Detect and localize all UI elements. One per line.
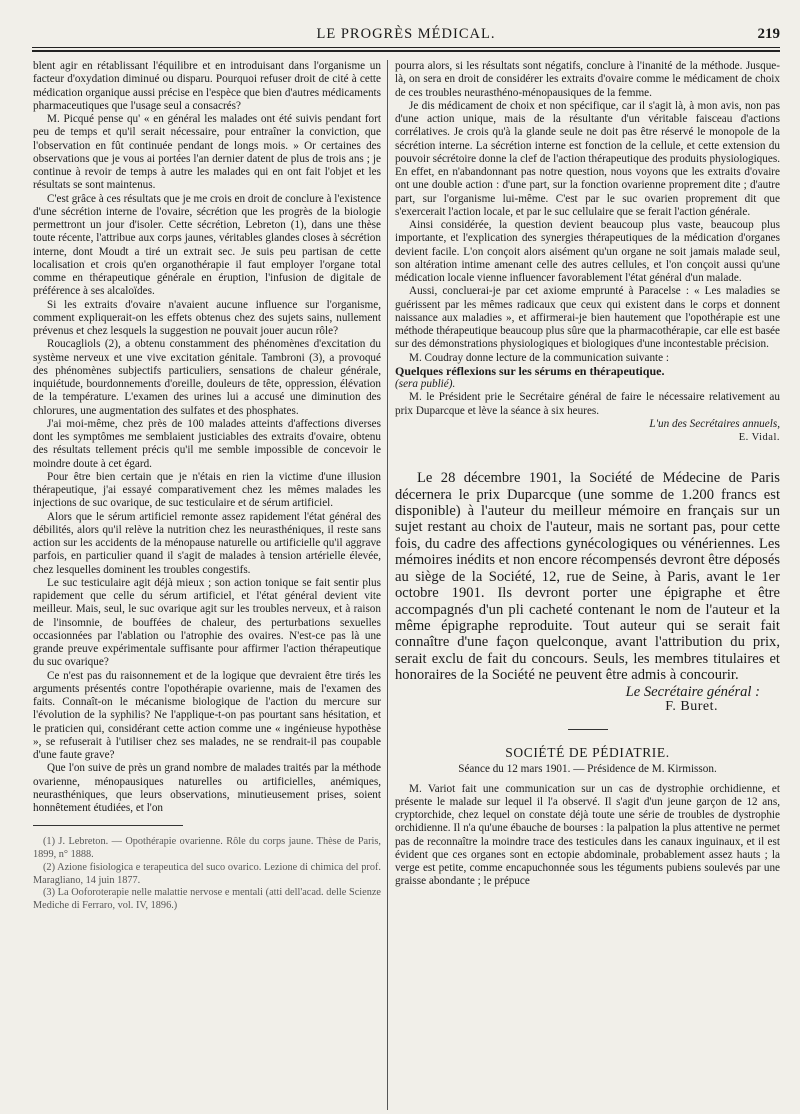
running-title: LE PROGRÈS MÉDICAL.: [316, 26, 496, 42]
paragraph: Roucagliols (2), a obtenu constamment des phénomènes d'excitation du système nerveux et une vive excitation génitale. Tambroni (3), a provoqué des phénomènes subjectifs particuliers, sensations de chaleur générale, inquiétude, bourdonnements d'oreille, douleurs de tête, oppression, élévation de la température. L'examen des urines lui a accusé une diminution des chlorures, une augmentation des sulfates et des phosphates.: [33, 338, 381, 417]
paragraph: Ce n'est pas du raisonnement et de la logique que devraient être tirés les arguments présentés contre l'opothérapie ovarienne, mais de l'examen des faits. Connaît-on le mécanisme biologique de l'action du mercure sur l'évolution de la syphilis? Ne l'applique-t-on pas pourtant sans hésitation, et le praticien qui, considérant cette action comme une « ingénieuse hypothèse », se refuserait à l'utiliser chez ses malades, ne se rendrait-il pas coupable d'une faute grave?: [33, 669, 381, 761]
paragraph: M. Coudray donne lecture de la communication suivante :: [409, 351, 670, 364]
paragraph: Si les extraits d'ovaire n'avaient aucune influence sur l'organisme, comment expliquerait-on les effets obtenus chez des sujets sains, nullement prévenus et chez lesquels la suggestion ne pouvait jouer aucun rôle?: [33, 298, 381, 337]
paragraph: Aussi, concluerai-je par cet axiome emprunté à Paracelse : « Les maladies se guérissent par les mêmes radicaux que ceux qui existent dans le corps et donnent naissance aux maladies », et affirmerai-je bien hautement que l'opothérapie est une méthode thérapeutique beaucoup plus sûre que la pharmacothérapie, car elle est basée sur des démonstrations physiologiques et biologiques d'une incontestable précision.: [395, 285, 780, 351]
paragraph: Ainsi considérée, la question devient beaucoup plus vaste, beaucoup plus importante, et l'explication des synergies thérapeutiques de la médication d'organes devient facile. L'on conçoit alors aisément qu'un organe ne soit jamais malade seul, son altération intime amenant celle des autres cellules, et l'on conçoit aussi qu'une médication locale vienne influencer favorablement l'état général d'un malade.: [395, 219, 780, 284]
footnotes: [33, 836, 381, 913]
paragraph: Pour être bien certain que je n'étais en rien la victime d'une illusion thérapeutique, j'ai essayé comparativement chez les mêmes malades les injections de suc ovarique, de suc testiculaire et de sérum artificiel.: [33, 470, 381, 510]
footnote: (2) Azione fisiologica e terapeutica del suco ovarico. Lezione di chimica del prof. Maragliano, 14 juin 1877.: [33, 861, 381, 886]
page-header: [32, 26, 780, 46]
notice-text: Le 28 décembre 1901, la Société de Médecine de Paris décernera le prix Duparcque (une somme de 1.200 francs est disponible) à l'auteur du meilleur mémoire en français sur un sujet restant au choix de l'auteur, mais ne sortant pas, pour cette fois, du cadre des affections gynécologiques ou vénériennes. Les mémoires inédits et non encore récompensés devront être déposés au siège de la Société, 12, rue de Seine, à Paris, avant le 1er octobre 1901. Ils devront porter une épigraphe et être accompagnés d'un pli cacheté contenant le nom de l'auteur et la même épigraphe reproduite. Tout auteur qui se serait fait connaître d'une façon quelconque, avant l'attribution du prix, serait exclu de fait du concours. Seuls, les membres titulaires et honoraires de la Société ne peuvent être admis à concourir.: [395, 470, 780, 684]
lecture-title: Quelques réflexions sur les sérums en thérapeutique.: [395, 363, 665, 378]
section-separator: [568, 729, 608, 730]
signature-role: L'un des Secrétaires annuels,: [649, 417, 780, 430]
footnote: (1) J. Lebreton. — Opothérapie ovarienne. Rôle du corps jaune. Thèse de Paris, 1899, n° 1888.: [33, 836, 381, 861]
paragraph: Je dis médicament de choix et non spécifique, car il s'agit là, à mon avis, non pas d'une action unique, mais de la résultante d'un véritable faisceau d'actions corrélatives. Je crois qu'à la glande seule ne doit pas être réservé le monopole de la sécrétion interne. La sécrétion interne est fonction de la cellule, et cette extension du pouvoir sécrétoire donne la clef de l'action thérapeutique des produits physiologiques. En effet, en n'abandonnant pas notre question, nous voyons que les extraits d'ovaire ont une double action : d'une part, sur la fonction ovarienne proprement dite ; d'autre part, sur l'organisme lui-même. C'est par le suc ovarien proprement dit que s'exercerait l'action locale, et par le suc cellulaire que se ferait l'action générale.: [395, 99, 780, 218]
paragraph: pourra alors, si les résultats sont négatifs, conclure à l'inanité de la méthode. Jusque-là, on sera en droit de considérer les extraits d'ovaire comme le médicament de choix de ces troubles neurasthéno-ménopausiques de la femme.: [395, 60, 780, 99]
header-rule: [32, 47, 780, 48]
society-paragraph: M. Variot fait une communication sur un cas de dystrophie orchidienne, et présente le malade sur lequel il l'a observé. Il s'agit d'un jeune garçon de 12 ans, cryptorchide, chez lequel on constate déjà toute une série de troubles de dystrophie orchidienne. Il n'a qu'une ébauche de bourses : la palpation la plus attentive ne permet pas de reconnaître la moindre trace des testicules dans les canaux inguinaux, et il est évident que ces organes sont en ectopie abdominale, probablement assez hauts ; la verge est petite, comme encapuchonnée sous les téguments pubiens soulevés par une graisse abondante ; le prépuce: [395, 782, 780, 888]
society-heading: SOCIÉTÉ DE PÉDIATRIE.: [505, 745, 670, 761]
paragraph: Que l'on suive de près un grand nombre de malades traités par la méthode ovarienne, ménopausiques naturelles ou artificielles, anémiques, neurasthéniques, que leurs observations, minutieusement prises, soient honnêtement étudiées, et l'on: [33, 762, 381, 814]
footnote: (3) La Ooforoterapie nelle malattie nervose e mentali (atti dell'acad. delle Scienze Mediche di Ferraro, vol. IV, 1896.): [33, 887, 381, 912]
right-column: [395, 60, 780, 889]
header-rule-thick: [32, 50, 780, 52]
notice-signature-name: F. Buret.: [665, 698, 718, 714]
left-column: [33, 60, 381, 913]
notice-signature-role: Le Secrétaire général :: [625, 683, 760, 700]
society-subhead: Séance du 12 mars 1901. — Présidence de M. Kirmisson.: [458, 763, 717, 776]
page-number: 219: [757, 26, 780, 42]
signature-name: E. Vidal.: [738, 432, 780, 443]
prize-notice: [395, 470, 780, 713]
column-divider: [387, 60, 388, 1110]
president-note: M. le Président prie le Secrétaire général de faire le nécessaire relativement au prix Duparcque et lève la séance à six heures.: [395, 391, 780, 417]
footnote-rule: [33, 825, 183, 826]
paragraph: J'ai moi-même, chez près de 100 malades atteints d'affections diverses dont les symptômes me semblaient justiciables des extraits d'ovaire, obtenu des résultats tellement précis qu'il me semble impossible de concevoir le moindre doute à cet égard.: [33, 417, 381, 470]
paragraph: Alors que le sérum artificiel remonte assez rapidement l'état général des débilités, alors qu'il relève la nutrition chez les neurasthéniques, il reste sans action sur les accidents de la ménopause naturelle ou artificielle qu'il aggrave parfois, en particulier quand il s'agit de malades à tension artérielle élevée, chez lesquelles dominent les troubles congestifs.: [33, 510, 381, 576]
paragraph: C'est grâce à ces résultats que je me crois en droit de conclure à l'existence d'une sécrétion interne de l'ovaire, sécrétion que les progrès de la biologie permettront un jour d'isoler. Cette sécrétion, Lebreton (1), dans une thèse toute récente, l'attribue aux corps jaunes, véritables glandes closes à sécrétion interne, dont Moudt a tiré un extrait sec. Je suis peu partisan de cette localisation et crois qu'en organothérapie il faut employer l'organe total comme en thérapeutique générale en éruption, l'infusion de digitale de préférence à ses alcaloïdes.: [33, 192, 381, 298]
paragraph: Le suc testiculaire agit déjà mieux ; son action tonique se fait sentir plus rapidement que celle du sérum artificiel, et l'état général devient vite meilleur. Mais, seul, le suc ovarique agit sur les troubles nerveux, et à raison de l'insomnie, de bouffées de chaleur, des perturbations sexuelles occasionnées par l'ablation ou l'atrophie des ovaires. N'est-ce pas là une grande preuve expérimentale suffisante pour affirmer l'action thérapeutique du suc ovarique?: [33, 576, 381, 669]
paragraph: M. Picqué pense qu' « en général les malades ont été suivis pendant fort peu de temps et qu'il serait nécessaire, pour entraîner la conviction, que l'observation en fût continuée pendant de longs mois. » Or certaines des observations que je vous ai portées l'an dernier datent de plus de trois ans ; je continue à revoir de temps à autre les malades qui en ont fait l'objet et les résultats se sont maintenus.: [33, 113, 381, 192]
paragraph: blent agir en rétablissant l'équilibre et en introduisant dans l'organisme un facteur d'oxydation diminué ou disparu. Pourquoi refuser droit de cité à cette médication organique aussi précise en l'espèce que bien d'autres médicaments pharmaceutiques que l'usage seul a consacrés?: [33, 60, 381, 112]
publish-note: (sera publié).: [395, 378, 456, 390]
